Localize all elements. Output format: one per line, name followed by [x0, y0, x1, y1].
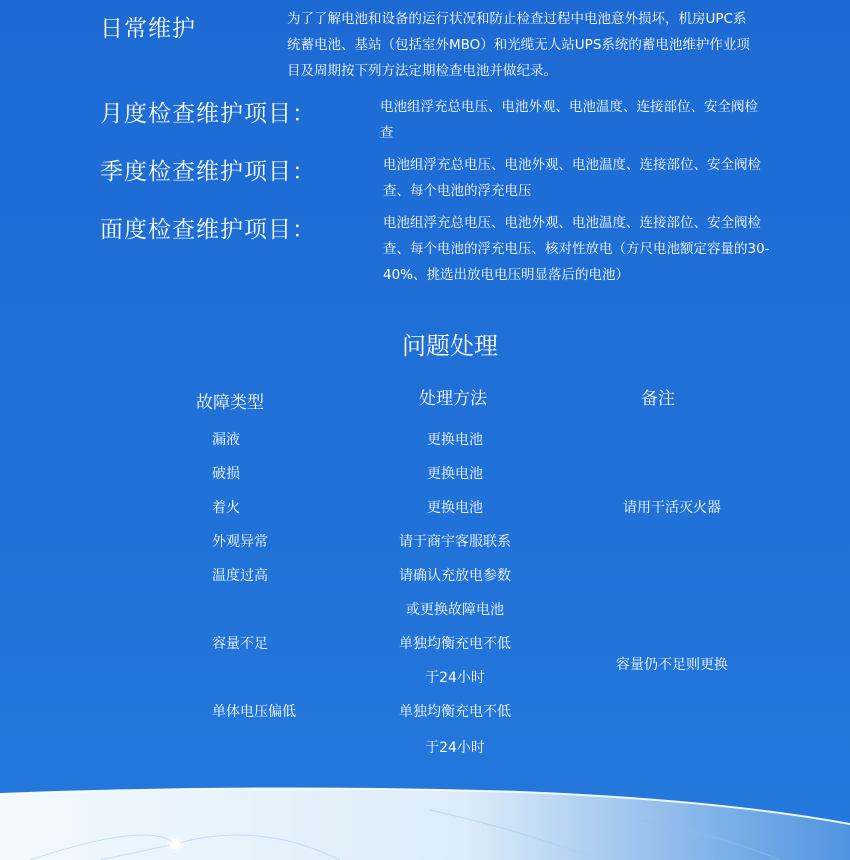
method-confirm-params: 请确认充放电参数 [399, 568, 511, 584]
fault-type-overheat: 温度过高 [212, 568, 268, 584]
globe-decoration [0, 780, 850, 860]
method-replace-1: 更换电池 [427, 432, 483, 448]
fault-type-damage: 破损 [212, 466, 240, 482]
quarterly-check-title: 季度检查维护项目： [100, 159, 316, 185]
fault-type-appearance: 外观异常 [212, 534, 268, 550]
note-fire-extinguisher: 请用干活灭火器 [623, 500, 721, 516]
daily-maintenance-text: 为了了解电池和设备的运行状况和防止检查过程中电池意外损坏，机房UPC系统蓄电池、基站（包括室外MBO）和光缆无人站UPS系统的蓄电池维护作业项目及周期按下列方法定期检查电池并做纪录。 [287, 11, 750, 79]
method-replace-2: 更换电池 [427, 466, 483, 482]
annual-check-title: 面度检查维护项目： [100, 217, 316, 243]
method-contact-service: 请于商宇客服联系 [399, 534, 511, 550]
method-equalize-hours-1: 于24小时 [425, 670, 485, 686]
fault-type-low-voltage: 单体电压偏低 [212, 704, 296, 720]
method-equalize-hours-2: 于24小时 [425, 740, 485, 756]
header-note: 备注 [641, 389, 675, 409]
monthly-check-title: 月度检查维护项目： [100, 101, 316, 127]
annual-check-text: 电池组浮充总电压、电池外观、电池温度、连接部位、安全阀检查、每个电池的浮充电压、核对性放电（方尺电池额定容量的30-40%、挑选出放电电压明显落后的电池） [383, 215, 770, 283]
globe-graphic [0, 780, 850, 860]
quarterly-check-text: 电池组浮充总电压、电池外观、电池温度、连接部位、安全阀检查、每个电池的浮充电压 [383, 157, 761, 199]
method-equalize-charge-1: 单独均衡充电不低 [399, 636, 511, 652]
fault-type-leak: 漏液 [212, 432, 240, 448]
method-equalize-charge-2: 单独均衡充电不低 [399, 704, 511, 720]
fault-type-low-capacity: 容量不足 [212, 636, 268, 652]
header-method: 处理方法 [419, 389, 487, 409]
monthly-check-text: 电池组浮充总电压、电池外观、电池温度、连接部位、安全阀检查 [380, 99, 758, 141]
fault-type-fire: 着火 [212, 500, 240, 516]
method-replace-faulty: 或更换故障电池 [406, 602, 504, 618]
daily-maintenance-title: 日常维护 [100, 16, 196, 42]
note-replace-if-insufficient: 容量仍不足则更换 [616, 657, 728, 673]
method-replace-3: 更换电池 [427, 500, 483, 516]
problem-handling-title: 问题处理 [402, 332, 498, 360]
header-fault-type: 故障类型 [196, 393, 264, 413]
